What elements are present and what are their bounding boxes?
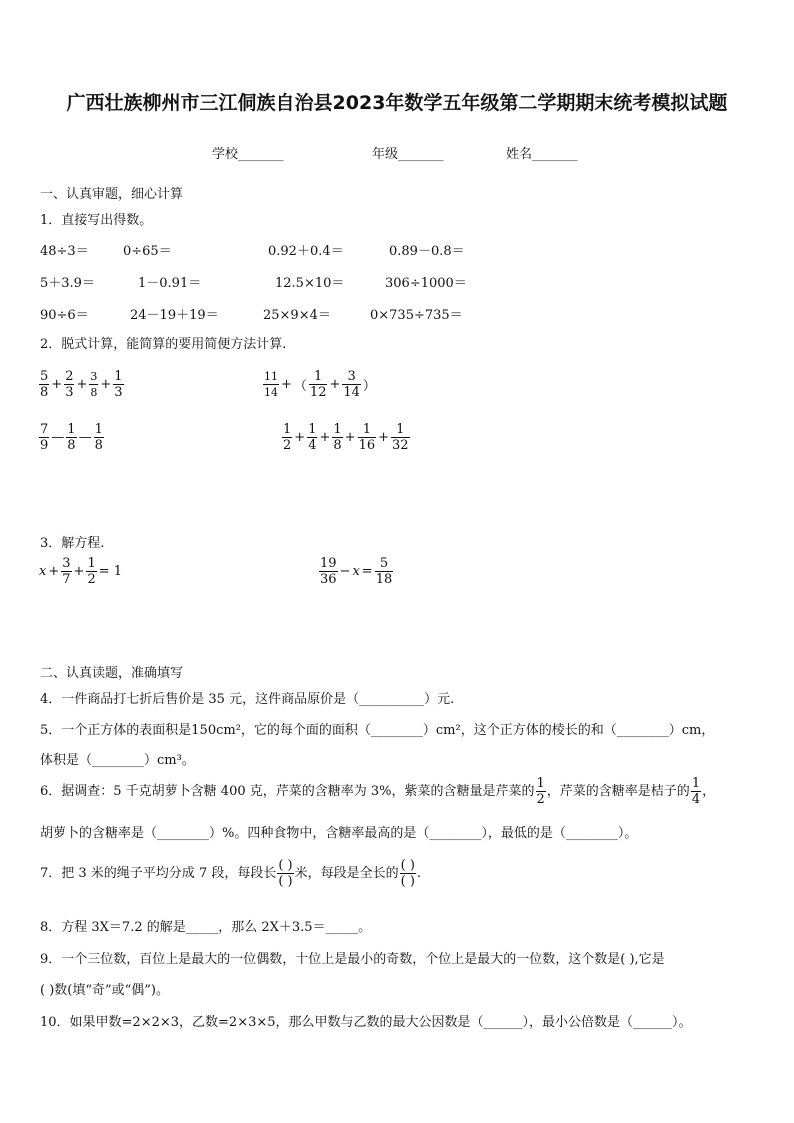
expression-1: $\frac{5}{8}$ + $\frac{2}{3}$ + $\frac{3}{8}$ + $\frac{1}{3}$: [40, 369, 123, 400]
equation-1: x + $\frac{3}{7}$ + $\frac{1}{2}$ = 1: [39, 556, 123, 587]
question-6-line-1: 6．据调查：5 千克胡萝卜含糖 400 克，芹菜的含糖率为 3%，紫菜的含糖量是芹菜的 $\frac{1}{2}$ ，芹菜的含糖率是桔子的 $\frac{1}{4}$ ，: [40, 776, 716, 807]
calc-item: 5＋3.9＝: [40, 276, 95, 291]
question-10: 10．如果甲数=2×2×3，乙数=2×3×5，那么甲数与乙数的最大公因数是（______），最小公倍数是（______）。: [40, 1015, 692, 1030]
question-9-line-2: ( )数(填“奇”或“偶”)。: [40, 983, 170, 998]
question-7: 7．把 3 米的绳子平均分成 7 段，每段长 $\frac{( )}{( )}$ 米，每段是全长的 $\frac{( )}{( )}$ .: [40, 858, 422, 889]
expression-2: $\frac{11}{14}$ + （ $\frac{1}{12}$ + $\frac{3}{14}$ ）: [264, 369, 376, 400]
question-3-label: 3．解方程.: [40, 536, 105, 551]
expression-3: $\frac{7}{9}$ — $\frac{1}{8}$ — $\frac{1}{8}$: [40, 422, 103, 453]
question-4: 4．一件商品打七折后售价是 35 元，这件商品原价是（__________）元.: [40, 692, 455, 707]
equation-2: $\frac{19}{36}$ − x = $\frac{5}{18}$: [320, 556, 393, 587]
question-2-label: 2．脱式计算，能简算的要用简便方法计算.: [40, 337, 287, 352]
calc-item: 1－0.91＝: [138, 276, 202, 291]
page-title: 广西壮族柳州市三江侗族自治县2023年数学五年级第二学期期末统考模拟试题: [66, 92, 728, 114]
calc-item: 12.5×10＝: [275, 276, 345, 291]
name-field: [506, 143, 578, 162]
calc-item: 0÷65＝: [123, 244, 172, 259]
section-1-heading: 一、认真审题，细心计算: [40, 187, 184, 202]
calc-item: 90÷6＝: [40, 308, 89, 323]
question-5-line-1: 5．一个正方体的表面积是150cm²，它的每个面的面积（________）cm²，这个正方体的棱长的和（________）cm，: [40, 723, 715, 738]
name-label: 姓名: [506, 147, 533, 162]
expression-4: $\frac{1}{2}$ + $\frac{1}{4}$ + $\frac{1}{8}$ + $\frac{1}{16}$ + $\frac{1}{32}$: [283, 422, 409, 453]
calc-item: 25×9×4＝: [263, 308, 331, 323]
question-5-line-2: 体积是（________）cm³。: [40, 753, 195, 768]
question-9-line-1: 9．一个三位数，百位上是最大的一位偶数，十位上是最小的奇数，个位上是最大的一位数，这个数是( ),它是: [40, 952, 665, 967]
calc-item: 24－19＋19＝: [130, 308, 219, 323]
question-1-label: 1．直接写出得数。: [40, 213, 153, 228]
calc-item: 0.92＋0.4＝: [268, 244, 344, 259]
section-2-heading: 二、认真读题，准确填写: [40, 666, 184, 681]
calc-item: 0×735÷735＝: [370, 308, 463, 323]
school-field: [212, 143, 284, 162]
name-blank: _______: [532, 147, 578, 162]
school-blank: _______: [238, 147, 284, 162]
question-8: 8．方程 3X＝7.2 的解是_____，那么 2X＋3.5＝_____。: [40, 920, 372, 935]
question-6-line-2: 胡萝卜的含糖率是（________）%。四种食物中，含糖率最高的是（________），最低的是（________）。: [40, 826, 638, 841]
calc-item: 48÷3＝: [40, 244, 89, 259]
grade-blank: _______: [398, 147, 444, 162]
calc-item: 0.89－0.8＝: [389, 244, 465, 259]
grade-label: 年级: [372, 147, 399, 162]
calc-item: 306÷1000＝: [385, 276, 467, 291]
grade-field: [372, 143, 444, 162]
school-label: 学校: [212, 147, 239, 162]
